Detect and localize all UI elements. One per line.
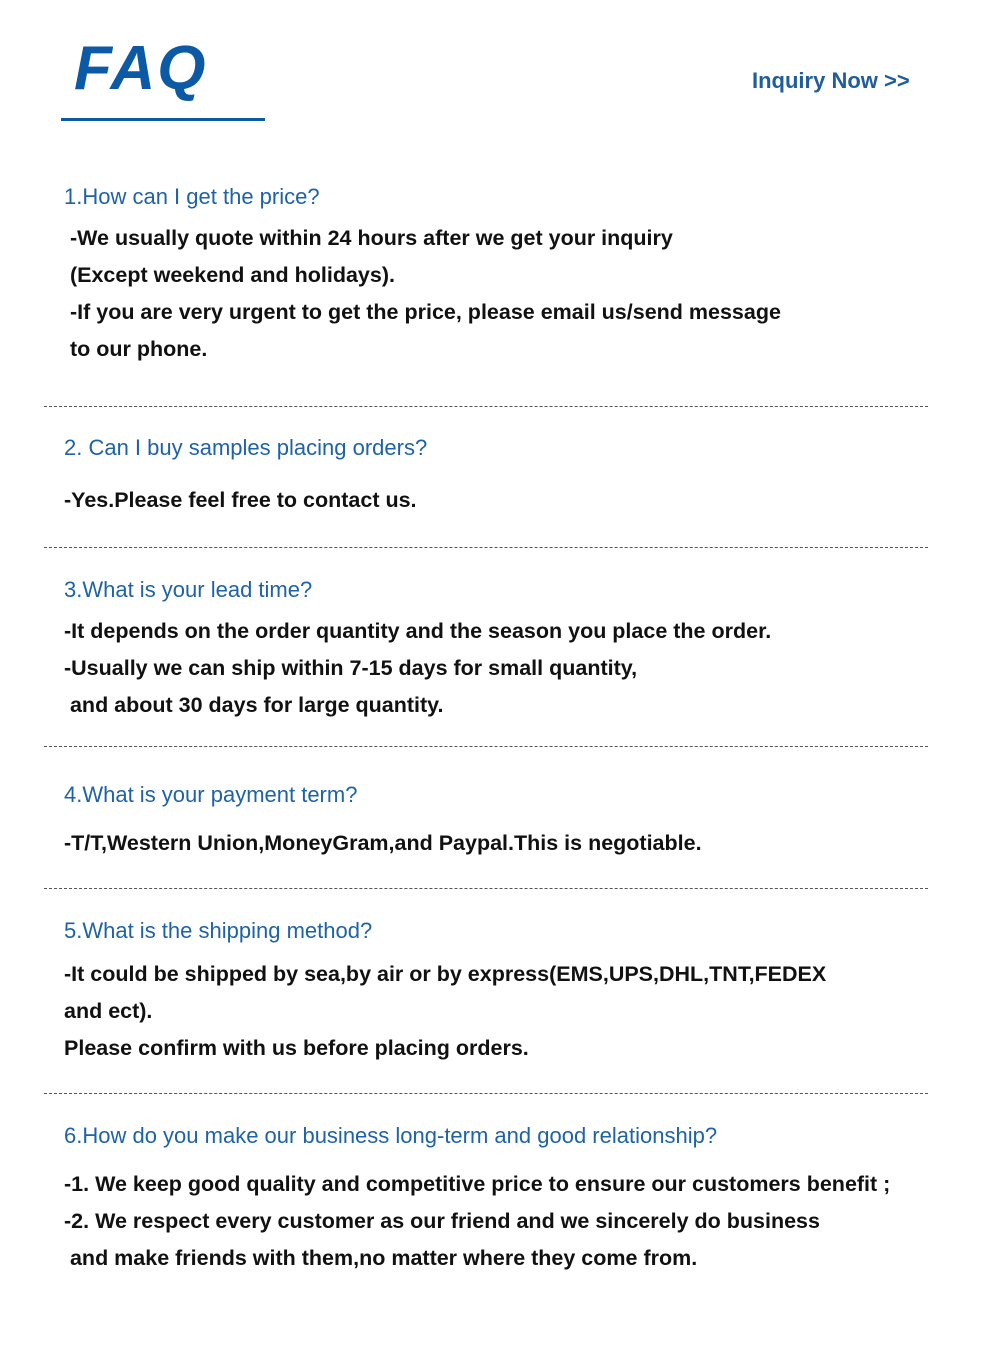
answer-line: Please confirm with us before placing orders. [64,1036,529,1060]
answer-line: -If you are very urgent to get the price, please email us/send message [64,300,781,324]
answer-line: -1. We keep good quality and competitive price to ensure our customers benefit ; [64,1172,891,1196]
answer-line: -Usually we can ship within 7-15 days for small quantity, [64,656,638,680]
answer-line: -Yes.Please feel free to contact us. [64,488,417,512]
answer-line: -T/T,Western Union,MoneyGram,and Paypal.This is negotiable. [64,831,702,855]
faq-answer-5 [64,956,826,1067]
faq-question-3: 3.What is your lead time? [64,577,313,602]
title-underline [61,118,265,121]
answer-line: -It depends on the order quantity and the season you place the order. [64,619,772,643]
section-divider [44,1093,928,1094]
answer-line: -We usually quote within 24 hours after we get your inquiry [64,226,673,250]
section-divider [44,746,928,747]
section-divider [44,406,928,407]
section-divider [44,888,928,889]
faq-answer-6 [64,1166,890,1277]
faq-answer-2 [64,482,417,519]
faq-answer-3 [64,613,771,724]
faq-answer-1 [64,220,781,368]
faq-answer-4 [64,825,702,862]
faq-question-5: 5.What is the shipping method? [64,918,373,943]
answer-line: to our phone. [64,337,208,361]
answer-line: -It could be shipped by sea,by air or by express(EMS,UPS,DHL,TNT,FEDEX [64,962,827,986]
answer-line: (Except weekend and holidays). [64,263,395,287]
answer-line: and ect). [64,999,153,1023]
inquiry-now-link[interactable]: Inquiry Now >> [752,68,910,93]
page-title: FAQ [74,34,208,103]
answer-line: -2. We respect every customer as our friend and we sincerely do business [64,1209,820,1233]
answer-line: and make friends with them,no matter where they come from. [64,1246,698,1270]
faq-question-6: 6.How do you make our business long-term and good relationship? [64,1123,718,1148]
faq-question-1: 1.How can I get the price? [64,184,320,209]
answer-line: and about 30 days for large quantity. [64,693,444,717]
faq-question-2: 2. Can I buy samples placing orders? [64,435,428,460]
faq-question-4: 4.What is your payment term? [64,782,358,807]
section-divider [44,547,928,548]
